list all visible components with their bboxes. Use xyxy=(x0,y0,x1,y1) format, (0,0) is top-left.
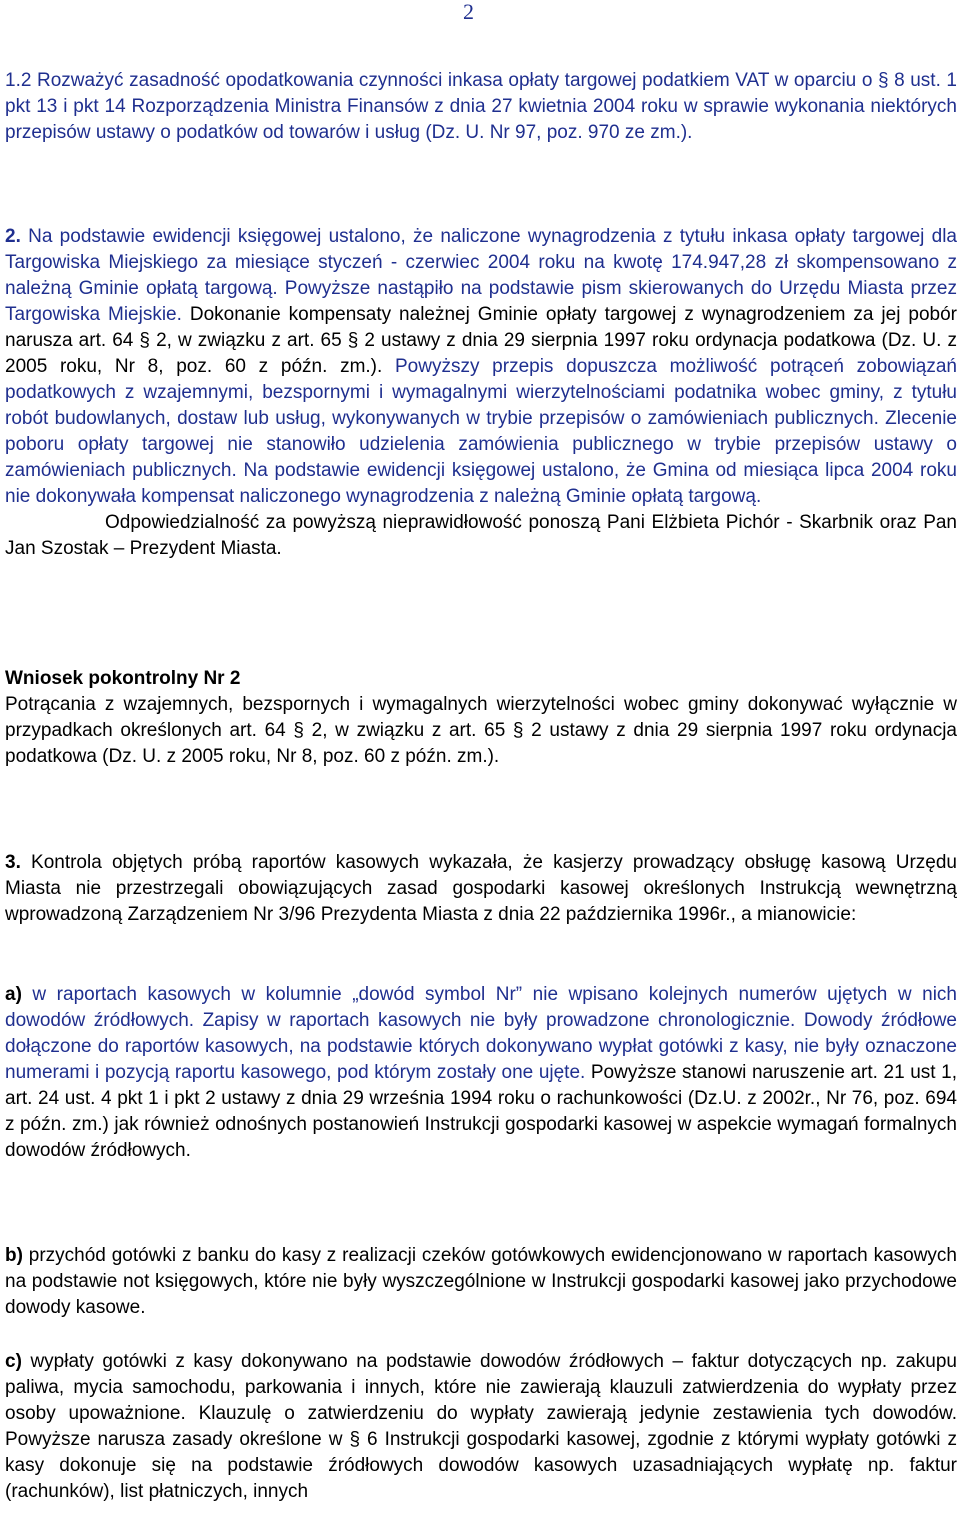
point-a-blue-text: w raportach kasowych w kolumnie „dowód symbol Nr” nie wpisano kolejnych numerów ujętych w nich dowodów źródłowych. Zapisy w raportach kasowych nie były prowadzone chronologicznie. Dowody źródłowe dołączone do raportów kasowych, na podstawie których dokonywano wypłat gotówki z kasy, nie były oznaczone numerami i pozycją raportu kasowego, pod którym zostały one ujęte. xyxy=(5,984,957,1083)
point-b-label: b) xyxy=(5,1245,23,1266)
conclusion-2-heading: Wniosek pokontrolny Nr 2 xyxy=(5,668,241,689)
point-a-paragraph xyxy=(5,982,957,1164)
point-b-text: przychód gotówki z banku do kasy z realizacji czeków gotówkowych ewidencjonowano w raportach kasowych na podstawie not księgowych, które nie były wyszczególnione w Instrukcji gospodarki kasowej jako przychodowe dowody kasowe. xyxy=(5,1245,957,1318)
section-2-black-text-1: Dokonanie kompensaty należnej Gminie opłaty targowej z wynagrodzeniem za jej pobór narusza art. 64 § 2, w związku z art. 65 § 2 ustawy z dnia 29 sierpnia 1997 roku ordynacja podatkowa (Dz. U. z 2005 roku, Nr 8, poz. 60 z późn. zm.). xyxy=(5,304,957,377)
point-c-label: c) xyxy=(5,1351,22,1372)
point-a-black-text: Powyższe stanowi naruszenie art. 21 ust 1, art. 24 ust. 4 pkt 1 i pkt 2 ustawy z dnia 29 września 1994 roku o rachunkowości (Dz.U. z 2002r., Nr 76, poz. 694 z późn. zm.) jak również odnośnych postanowień Instrukcji gospodarki kasowej w aspekcie wymagań formalnych dowodów źródłowych. xyxy=(5,1062,957,1161)
section-2-blue-text-1: Na podstawie ewidencji księgowej ustalono, że naliczone wynagrodzenia z tytułu inkasa opłaty targowej dla Targowiska Miejskiego za miesiące styczeń - czerwiec 2004 roku na kwotę 174.947,28 zł skompensowano z należną Gminie opłatą targową. Powyższe nastąpiło na podstawie pism skierowanych do Urzędu Miasta przez Targowiska Miejskie. xyxy=(5,226,957,325)
section-3-number: 3. xyxy=(5,852,21,873)
conclusion-2-text: Potrącania z wzajemnych, bezspornych i wymagalnych wierzytelności wobec gminy dokonywać wyłącznie w przypadkach określonych art. 64 § 2, w związku z art. 65 § 2 ustawy z dnia 29 sierpnia 1997 roku ordynacja podatkowa (Dz. U. z 2005 roku, Nr 8, poz. 60 z późn. zm.). xyxy=(5,694,957,767)
section-3-text: Kontrola objętych próbą raportów kasowych wykazała, że kasjerzy prowadzący obsługę kasową Urzędu Miasta nie przestrzegali obowiązujących zasad gospodarki kasowej określonych Instrukcją wewnętrzną wprowadzoną Zarządzeniem Nr 3/96 Prezydenta Miasta z dnia 22 października 1996r., a mianowicie: xyxy=(5,852,957,925)
section-2-responsibility: Odpowiedzialność za powyższą nieprawidłowość ponoszą Pani Elżbieta Pichór - Skarbnik oraz Pan Jan Szostak – Prezydent Miasta. xyxy=(5,512,957,559)
point-a-label: a) xyxy=(5,984,22,1005)
section-3-paragraph xyxy=(5,850,957,928)
point-c-text: wypłaty gotówki z kasy dokonywano na podstawie dowodów źródłowych – faktur dotyczących np. zakupu paliwa, mycia samochodu, parkowania i innych, które nie zawierają klauzuli zatwierdzenia do wypłaty przez osoby upoważnione. Klauzulę o zatwierdzeniu do wypłaty zawierają jedynie zestawienia tych dowodów. Powyższe narusza zasady określone w § 6 Instrukcji gospodarki kasowej, zgodnie z którymi wypłaty gotówki z kasy dokonuje się na podstawie źródłowych dowodów kasowych uzasadniających wypłatę np. faktur (rachunków), list płatniczych, innych xyxy=(5,1351,957,1502)
page-number: 2 xyxy=(463,0,474,24)
section-2-number: 2. xyxy=(5,226,21,247)
section-2-blue-text-2: Powyższy przepis dopuszcza możliwość potrąceń zobowiązań podatkowych z wzajemnymi, bezspornymi i wymagalnymi wierzytelnościami podatnika wobec gminy, z tytułu robót budowlanych, dostaw lub usług, wykonywanych w trybie przepisów o zamówieniach publicznych. Zlecenie poboru opłaty targowej nie stanowiło udzielenia zamówienia publicznego w trybie przepisów ustawy o zamówieniach publicznych. Na podstawie ewidencji księgowej ustalono, że Gmina od miesiąca lipca 2004 roku nie dokonywała kompensat naliczonego wynagrodzenia z należną Gminie opłatą targową. xyxy=(5,356,957,507)
section-2-indent-spacer xyxy=(5,512,105,533)
conclusion-2 xyxy=(5,666,957,770)
point-b-paragraph xyxy=(5,1243,957,1321)
section-2-paragraph xyxy=(5,224,957,562)
point-c-paragraph xyxy=(5,1349,957,1505)
section-1-2-paragraph: 1.2 Rozważyć zasadność opodatkowania czynności inkasa opłaty targowej podatkiem VAT w oparciu o § 8 ust. 1 pkt 13 i pkt 14 Rozporządzenia Ministra Finansów z dnia 27 kwietnia 2004 roku w sprawie wykonania niektórych przepisów ustawy o podatków od towarów i usług (Dz. U. Nr 97, poz. 970 ze zm.). xyxy=(5,70,957,143)
